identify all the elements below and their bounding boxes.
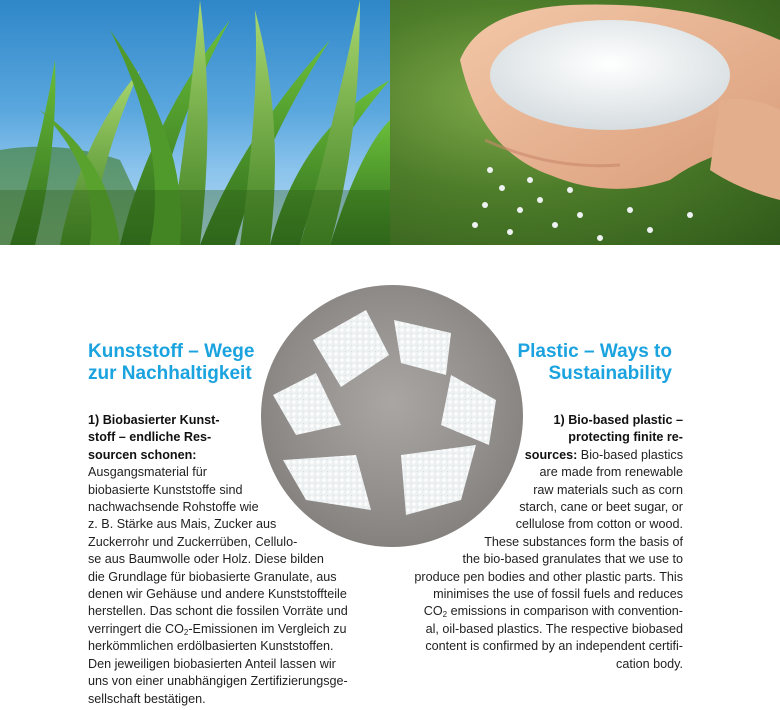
sugar-cane-photo [0, 0, 390, 245]
hands-granulate-illustration [390, 0, 780, 245]
heading-german-line-1: Kunststoff – Wege [88, 341, 255, 362]
body-english-line: These substances form the basis of [484, 534, 683, 549]
body-english-line: raw materials such as corn [533, 482, 683, 497]
subheading-german-line-3: sourcen schonen: [88, 447, 197, 462]
body-english-line: produce pen bodies and other plastic parts. This [414, 569, 683, 584]
body-german-line: Ausgangsmaterial für [88, 465, 208, 480]
body-german-line: sellschaft bestätigen. [88, 691, 206, 706]
co2-text: verringert die CO [88, 621, 184, 636]
body-english-line: cation body. [616, 656, 683, 671]
body-german-line-co2 [88, 621, 388, 638]
body-german-line: nachwachsende Rohstoffe wie [88, 500, 259, 515]
heading-english-line-1: Plastic – Ways to [517, 341, 672, 362]
body-german-line: z. B. Stärke aus Mais, Zucker aus [88, 517, 277, 532]
body-english-line-co2 [383, 603, 683, 620]
subheading-german-line-2: stoff – endliche Res- [88, 430, 212, 445]
german-text-column [88, 412, 388, 708]
co2-rest-text: -Emissionen im Vergleich zu [188, 621, 347, 636]
co2-subscript: 2 [183, 627, 189, 637]
body-german-line: biobasierte Kunststoffe sind [88, 482, 243, 497]
body-english-line: are made from renewable [539, 465, 683, 480]
heading-german [88, 341, 254, 385]
co2-rest-text: emissions in comparison with convention- [447, 604, 683, 619]
heading-english [517, 341, 672, 385]
body-english-line: al, oil-based plastics. The respective biobased [425, 621, 683, 636]
body-english-line: minimises the use of fossil fuels and reduces [433, 587, 683, 602]
subheading-english-line-1: 1) Bio-based plastic – [553, 413, 683, 427]
body-english-line: content is confirmed by an independent certifi- [425, 639, 683, 654]
body-german-line: herstellen. Das schont die fossilen Vorräte und [88, 604, 348, 619]
body-german-line: denen wir Gehäuse und andere Kunststoffteile [88, 587, 347, 602]
body-english-line: cellulose from cotton or wood. [515, 517, 683, 532]
body-english-inline: Bio-based plastics [577, 447, 683, 462]
body-german-line: Zuckerrohr und Zuckerrüben, Cellulo- [88, 534, 298, 549]
subheading-english-line-3 [383, 447, 683, 464]
body-german-line: uns von einer unabhängigen Zertifizierungsge- [88, 674, 348, 689]
body-english-line: the bio-based granulates that we use to [462, 552, 683, 567]
body-english-line: starch, cane or beet sugar, or [519, 500, 683, 515]
heading-english-line-2: Sustainability [548, 363, 672, 384]
sugar-cane-illustration [0, 0, 390, 245]
co2-subscript: 2 [442, 610, 448, 620]
co2-text: CO [423, 604, 443, 619]
subheading-german-line-1: 1) Biobasierter Kunst- [88, 413, 220, 427]
subheading-english-line-2: protecting finite re- [568, 430, 683, 445]
heading-german-line-2: zur Nachhaltigkeit [88, 363, 252, 384]
body-german-line: se aus Baumwolle oder Holz. Diese bilden [88, 552, 324, 567]
subheading-english-sources: sources: [524, 447, 578, 462]
hands-granulate-photo [390, 0, 780, 245]
body-german-line: Den jeweiligen biobasierten Anteil lassen wir [88, 656, 336, 671]
body-german-line: herkömmlichen erdölbasierten Kunststoffen. [88, 639, 334, 654]
english-text-column [383, 412, 683, 673]
body-german-line: die Grundlage für biobasierte Granulate, aus [88, 569, 337, 584]
